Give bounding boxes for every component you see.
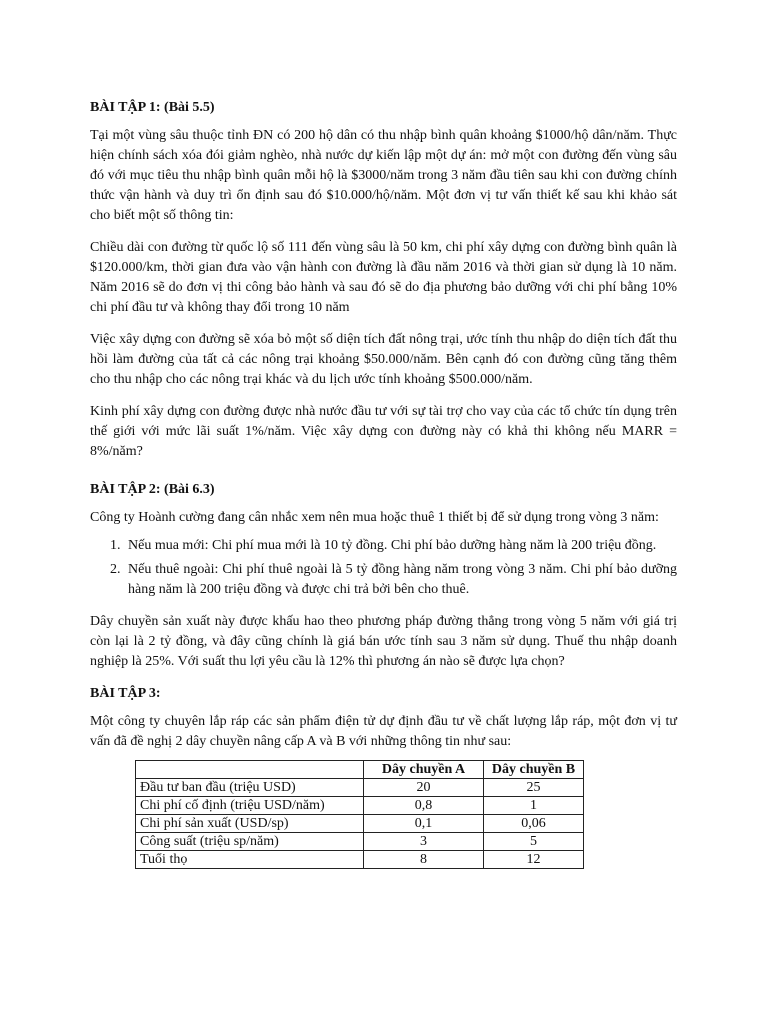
table-row	[136, 833, 584, 851]
exercise-2-intro: Công ty Hoành cường đang cân nhắc xem nên mua hoặc thuê 1 thiết bị để sử dụng trong vòng 3 năm:	[90, 510, 659, 525]
table-cell-a: 8	[364, 851, 484, 869]
table-cell-a: 20	[364, 779, 484, 797]
table-cell-label: Chi phí cố định (triệu USD/năm)	[136, 797, 364, 815]
exercise-2-title: BÀI TẬP 2: (Bài 6.3)	[90, 482, 215, 497]
exercise-1-paragraph-4: Kinh phí xây dựng con đường được nhà nước đầu tư với sự tài trợ cho vay của các tổ chức tín dụng trên thế giới với mức lãi suất 1%/năm. Việc xây dựng con đường này có khả thi không nếu MARR = 8%/năm?	[90, 404, 677, 459]
exercise-1-paragraph-2: Chiều dài con đường từ quốc lộ số 111 đến vùng sâu là 50 km, chi phí xây dựng con đường bình quân là $120.000/km, thời gian đưa vào vận hành con đường là đầu năm 2016 và thời gian sử dụng là 10 năm. Năm 2016 sẽ do đơn vị thi công bảo hành và sau đó sẽ do địa phương bảo dưỡng với chi phí bằng 10% chi phí đầu tư và không thay đổi trong 10 năm	[90, 240, 677, 315]
table-cell-b: 12	[484, 851, 584, 869]
table-header-empty	[136, 761, 364, 779]
document-content	[90, 98, 677, 869]
exercise-2	[90, 480, 677, 672]
comparison-table	[135, 760, 584, 869]
table-cell-label: Tuổi thọ	[136, 851, 364, 869]
table-cell-b: 25	[484, 779, 584, 797]
table-cell-a: 3	[364, 833, 484, 851]
exercise-1-paragraph-1: Tại một vùng sâu thuộc tỉnh ĐN có 200 hộ dân có thu nhập bình quân khoảng $1000/hộ dân/năm. Thực hiện chính sách xóa đói giảm nghèo, nhà nước dự kiến lập một dự án: mở một con đường đến vùng sâu đó với mục tiêu thu nhập bình quân mỗi hộ là $3000/năm trong 3 năm đầu tiên sau khi con đường chính thức vận hành và duy trì ổn định sau đó $10.000/hộ/năm. Một đơn vị tư vấn thiết kế sau khi khảo sát cho biết một số thông tin:	[90, 128, 677, 223]
exercise-1-paragraph-3: Việc xây dựng con đường sẽ xóa bỏ một số diện tích đất nông trại, ước tính thu nhập do diện tích đất thu hồi làm đường của tất cả các nông trại khoảng $50.000/năm. Bên cạnh đó con đường cũng tăng thêm cho thu nhập cho các nông trại khác và du lịch ước tính khoảng $500.000/năm.	[90, 332, 677, 387]
exercise-2-option-buy: 1. Nếu mua mới: Chi phí mua mới là 10 tỷ đồng. Chi phí bảo dưỡng hàng năm là 200 triệu đồng.	[124, 536, 677, 556]
exercise-3-intro: Một công ty chuyên lắp ráp các sản phẩm điện tử dự định đầu tư về chất lượng lắp ráp, một đơn vị tư vấn đã đề nghị 2 dây chuyền nâng cấp A và B với những thông tin như sau:	[90, 714, 677, 749]
table-cell-label: Đầu tư ban đầu (triệu USD)	[136, 779, 364, 797]
exercise-2-option-rent: 2. Nếu thuê ngoài: Chi phí thuê ngoài là 5 tỷ đồng hàng năm trong vòng 3 năm. Chi phí bảo dưỡng hàng năm là 200 triệu đồng và được chi trả bởi bên cho thuê.	[124, 560, 677, 600]
table-row	[136, 797, 584, 815]
table-cell-label: Chi phí sản xuất (USD/sp)	[136, 815, 364, 833]
table-cell-b: 0,06	[484, 815, 584, 833]
table-row	[136, 779, 584, 797]
table-header-row	[136, 761, 584, 779]
exercise-2-options	[90, 536, 677, 600]
table-cell-a: 0,8	[364, 797, 484, 815]
exercise-1	[90, 98, 677, 462]
table-row	[136, 815, 584, 833]
table-cell-a: 0,1	[364, 815, 484, 833]
table-header-line-a: Dây chuyền A	[364, 761, 484, 779]
exercise-2-paragraph: Dây chuyền sản xuất này được khấu hao theo phương pháp đường thẳng trong vòng 5 năm với giá trị còn lại là 2 tỷ đồng, và đây cũng chính là giá bán ước tính sau 3 năm sử dụng. Thuế thu nhập doanh nghiệp là 25%. Với suất thu lợi yêu cầu là 12% thì phương án nào sẽ được lựa chọn?	[90, 614, 677, 669]
exercise-3-title: BÀI TẬP 3:	[90, 686, 161, 701]
exercise-3	[90, 684, 677, 869]
table-header-line-b: Dây chuyền B	[484, 761, 584, 779]
table-cell-b: 1	[484, 797, 584, 815]
exercise-1-title: BÀI TẬP 1: (Bài 5.5)	[90, 100, 215, 115]
table-row	[136, 851, 584, 869]
table-cell-label: Công suất (triệu sp/năm)	[136, 833, 364, 851]
table-cell-b: 5	[484, 833, 584, 851]
